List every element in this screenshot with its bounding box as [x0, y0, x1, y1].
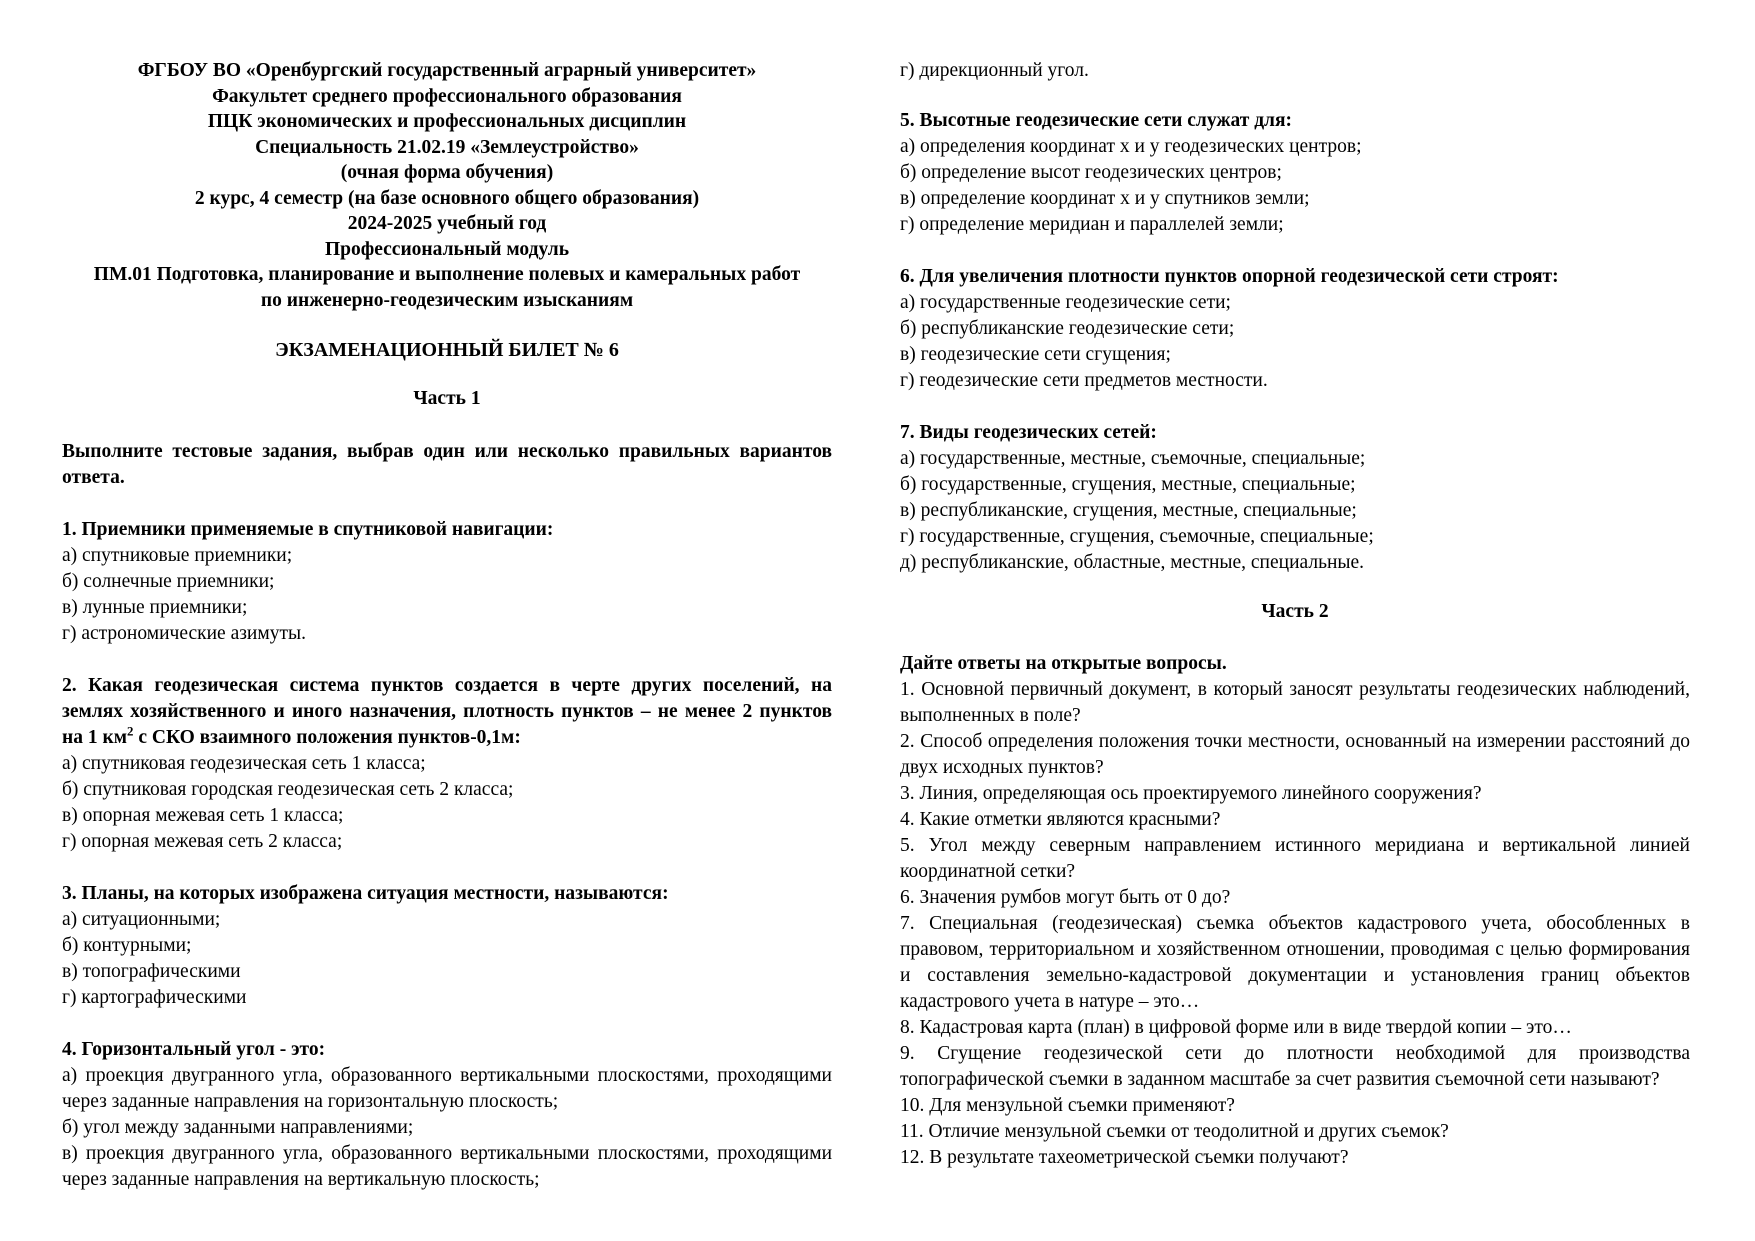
- question-2-option-b: б) спутниковая городская геодезическая сеть 2 класса;: [62, 779, 514, 800]
- question-7-option-g: г) государственные, сгущения, съемочные, специальные;: [900, 526, 1374, 547]
- question-7-option-d: д) республиканские, областные, местные, специальные.: [900, 552, 1365, 573]
- open-question-9: 9. Сгущение геодезической сети до плотности необходимой для производства топографической съемки в заданном масштабе за счет развития съемочной сети называют?: [900, 1043, 1690, 1090]
- question-2-superscript: 2: [127, 724, 134, 739]
- question-5-option-g: г) определение меридиан и параллелей земли;: [900, 214, 1284, 235]
- question-3-text: 3. Планы, на которых изображена ситуация местности, называются:: [62, 883, 669, 904]
- question-3-option-v: в) топографическими: [62, 961, 241, 982]
- question-2-option-v: в) опорная межевая сеть 1 класса;: [62, 805, 344, 826]
- open-question-5: 5. Угол между северным направлением истинного меридиана и вертикальной линией координатной сетки?: [900, 835, 1690, 882]
- open-question-6: 6. Значения румбов могут быть от 0 до?: [900, 887, 1231, 908]
- header-line-7: 2024-2025 учебный год: [347, 213, 547, 234]
- question-4-text: 4. Горизонтальный угол - это:: [62, 1039, 326, 1060]
- question-1-option-g: г) астрономические азимуты.: [62, 623, 306, 644]
- question-6-text: 6. Для увеличения плотности пунктов опорной геодезической сети строят:: [900, 266, 1559, 287]
- header-line-1: ФГБОУ ВО «Оренбургский государственный аграрный университет»: [137, 60, 757, 81]
- question-5-text: 5. Высотные геодезические сети служат для:: [900, 110, 1293, 131]
- question-2-text-pre: 2. Какая геодезическая система пунктов создается в черте других поселений, на землях хозяйственного и иного назначения, плотность пунктов – не менее 2 пунктов на 1 км: [62, 675, 832, 748]
- document-header: [62, 58, 832, 313]
- header-line-2: Факультет среднего профессионального образования: [212, 85, 682, 107]
- question-2-option-g: г) опорная межевая сеть 2 класса;: [62, 831, 343, 852]
- two-column-layout: [62, 58, 1693, 1193]
- open-question-10: 10. Для мензульной съемки применяют?: [900, 1095, 1235, 1116]
- question-4-option-v: в) проекция двугранного угла, образованного вертикальными плоскостями, проходящими через заданные направления на вертикальную плоскость;: [62, 1143, 832, 1190]
- header-line-10: по инженерно-геодезическим изысканиям: [260, 289, 634, 311]
- question-3-option-b: б) контурными;: [62, 935, 192, 956]
- open-question-8: 8. Кадастровая карта (план) в цифровой форме или в виде твердой копии – это…: [900, 1017, 1572, 1038]
- open-question-3: 3. Линия, определяющая ось проектируемого линейного сооружения?: [900, 783, 1482, 804]
- question-2-text: [62, 673, 832, 751]
- part1-title: Часть 1: [413, 388, 481, 409]
- question-1-option-a: а) спутниковые приемники;: [62, 545, 293, 566]
- part1-instruction: Выполните тестовые задания, выбрав один или несколько правильных вариантов ответа.: [62, 441, 832, 488]
- question-5-option-v: в) определение координат x и y спутников земли;: [900, 188, 1310, 209]
- question-6-option-v: в) геодезические сети сгущения;: [900, 344, 1171, 365]
- question-7-option-v: в) республиканские, сгущения, местные, специальные;: [900, 500, 1357, 521]
- question-5-option-a: а) определения координат x и y геодезических центров;: [900, 136, 1362, 157]
- open-question-11: 11. Отличие мензульной съемки от теодолитной и других съемок?: [900, 1121, 1449, 1142]
- question-6-option-a: а) государственные геодезические сети;: [900, 292, 1231, 313]
- question-6-option-b: б) республиканские геодезические сети;: [900, 318, 1235, 339]
- question-3-option-a: а) ситуационными;: [62, 909, 221, 930]
- question-4-option-b: б) угол между заданными направлениями;: [62, 1117, 414, 1138]
- question-7-text: 7. Виды геодезических сетей:: [900, 422, 1157, 443]
- question-2-text-post: с СКО взаимного положения пунктов-0,1м:: [133, 727, 521, 748]
- header-line-3: ПЦК экономических и профессиональных дисциплин: [207, 111, 687, 132]
- open-question-1: 1. Основной первичный документ, в который заносят результаты геодезических наблюдений, выполненных в поле?: [900, 679, 1690, 726]
- header-line-4: Специальность 21.02.19 «Землеустройство»: [255, 136, 639, 158]
- question-5-option-b: б) определение высот геодезических центров;: [900, 162, 1282, 183]
- question-2-option-a: а) спутниковая геодезическая сеть 1 класса;: [62, 753, 426, 774]
- question-4-option-g: г) дирекционный угол.: [900, 60, 1089, 81]
- question-1-text: 1. Приемники применяемые в спутниковой навигации:: [62, 519, 554, 540]
- right-column: [900, 58, 1690, 1171]
- left-column: [62, 58, 832, 1193]
- question-4-option-a: а) проекция двугранного угла, образованного вертикальными плоскостями, проходящими через заданные направления на горизонтальную плоскость;: [62, 1065, 832, 1112]
- header-line-5: (очная форма обучения): [340, 162, 554, 183]
- header-line-8: Профессиональный модуль: [324, 238, 570, 260]
- open-question-4: 4. Какие отметки являются красными?: [900, 809, 1221, 830]
- question-6-option-g: г) геодезические сети предметов местности.: [900, 370, 1268, 391]
- open-question-2: 2. Способ определения положения точки местности, основанный на измерении расстояний до двух исходных пунктов?: [900, 731, 1690, 778]
- open-question-12: 12. В результате тахеометрической съемки получают?: [900, 1147, 1349, 1168]
- question-7-option-b: б) государственные, сгущения, местные, специальные;: [900, 474, 1356, 495]
- ticket-title: ЭКЗАМЕНАЦИОННЫЙ БИЛЕТ № 6: [275, 339, 619, 361]
- question-1-option-b: б) солнечные приемники;: [62, 571, 275, 592]
- header-line-6: 2 курс, 4 семестр (на базе основного общего образования): [194, 187, 700, 209]
- question-3-option-g: г) картографическими: [62, 987, 247, 1008]
- question-1-option-v: в) лунные приемники;: [62, 597, 248, 618]
- open-question-7: 7. Специальная (геодезическая) съемка объектов кадастрового учета, обособленных в правовом, территориальном и хозяйственном отношении, проводимая с целью формирования и составления земельно-кадастровой документации и установления границ объектов кадастрового учета в натуре – это…: [900, 913, 1690, 1012]
- header-line-9: ПМ.01 Подготовка, планирование и выполнение полевых и камеральных работ: [93, 264, 801, 285]
- part2-instruction: Дайте ответы на открытые вопросы.: [900, 653, 1227, 674]
- part2-title: Часть 2: [1261, 601, 1329, 622]
- question-7-option-a: а) государственные, местные, съемочные, специальные;: [900, 448, 1366, 469]
